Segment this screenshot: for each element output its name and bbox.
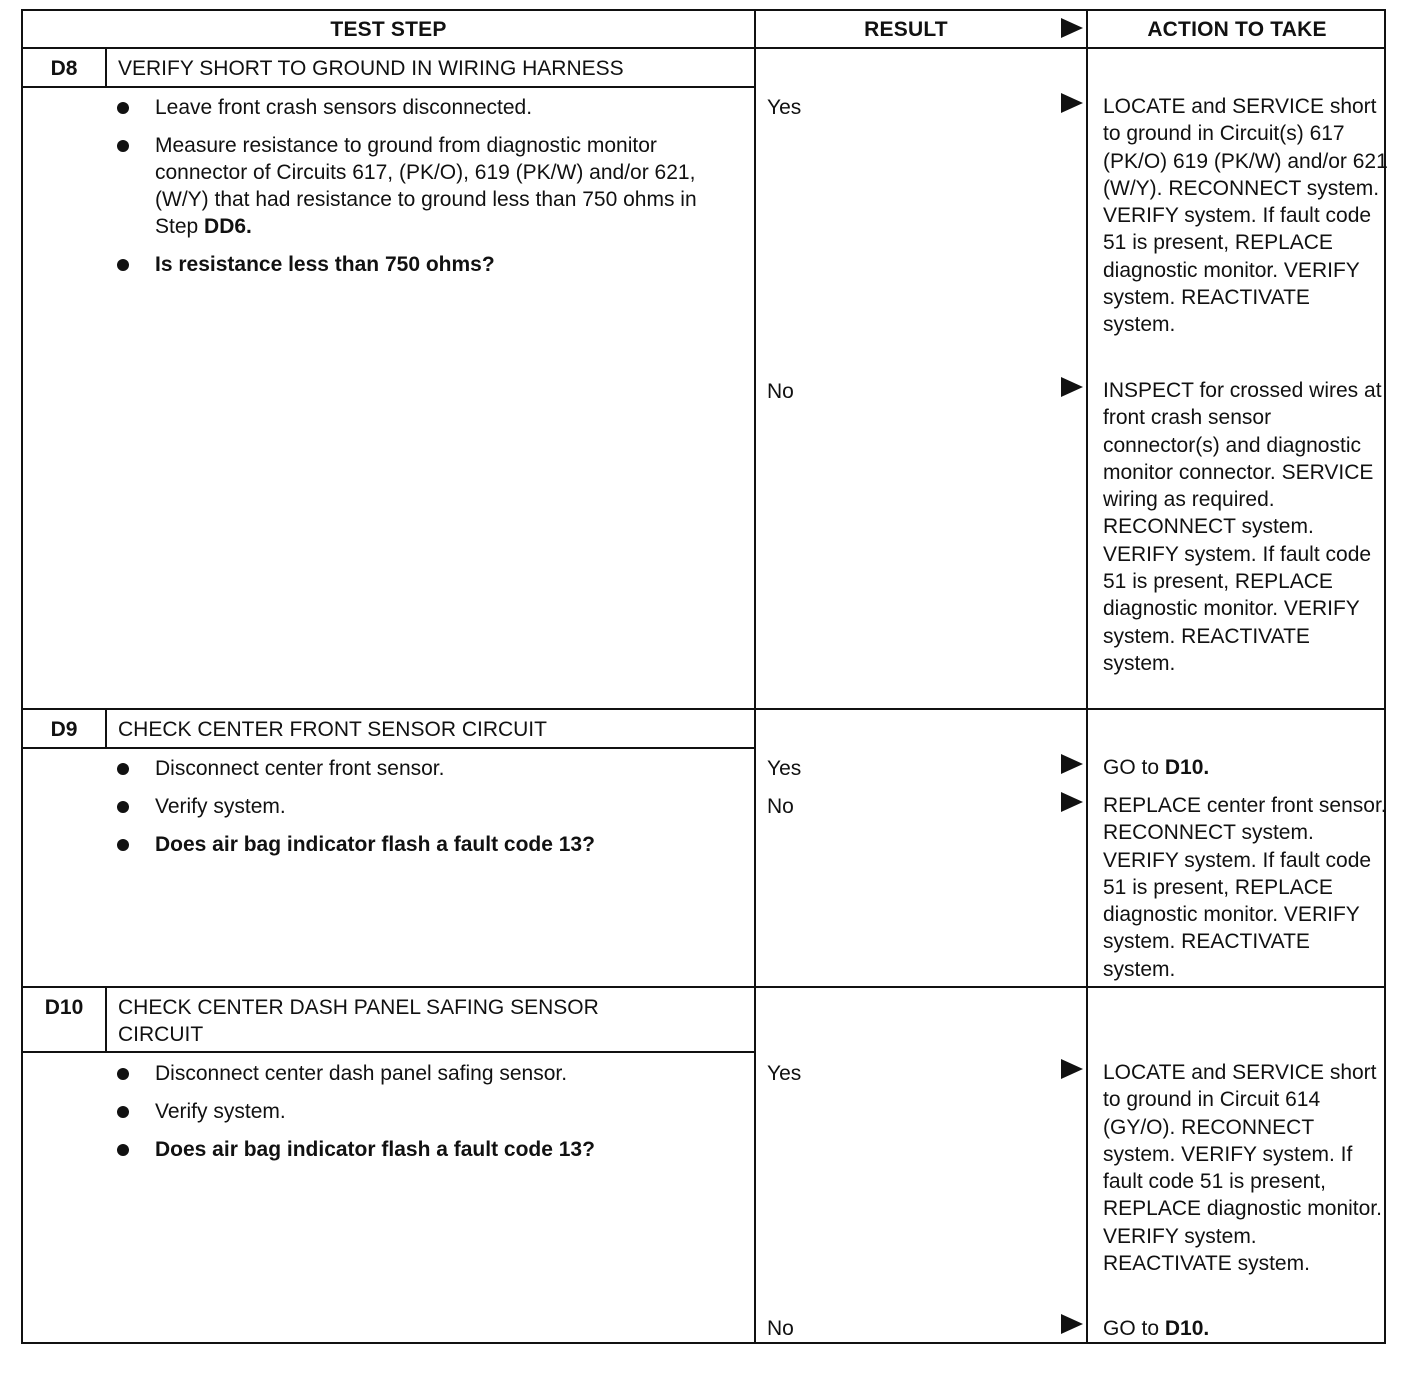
list-item — [113, 94, 713, 121]
divider-action — [1086, 11, 1088, 1344]
action-text: LOCATE and SERVICE short to ground in Circuit(s) 617 (PK/O) 619 (PK/W) and/or 621 (W/Y). RECONNECT system. VERIFY system. If fault code 51 is present, REPLACE diagnostic monitor. VERIFY system. REACTIVATE system. — [1103, 95, 1388, 337]
bullet-icon — [117, 102, 129, 114]
list-item — [113, 1060, 713, 1087]
step-id-divider — [105, 47, 107, 88]
arrow-icon — [1061, 93, 1083, 113]
step-bullets-d8 — [113, 94, 713, 289]
header-result: RESULT — [864, 18, 948, 41]
step-title-rule — [23, 747, 754, 749]
arrow-icon — [1061, 1059, 1083, 1079]
step-rule — [23, 986, 1386, 988]
bullet-icon — [117, 1144, 129, 1156]
result-no: No — [767, 795, 794, 818]
action-text: LOCATE and SERVICE short to ground in Circuit 614 (GY/O). RECONNECT system. VERIFY system. If fault code 51 is present, REPLACE diagnostic monitor. VERIFY system. REACTIVATE system. — [1103, 1061, 1382, 1276]
list-item — [113, 132, 713, 240]
bullet-text: Leave front crash sensors disconnected. — [155, 96, 533, 119]
arrow-icon — [1061, 1314, 1083, 1334]
header-test-step: TEST STEP — [330, 18, 447, 41]
step-reference: D10. — [1164, 756, 1210, 779]
bullet-question: Is resistance less than 750 ohms? — [155, 253, 495, 276]
step-title-d10: CHECK CENTER DASH PANEL SAFING SENSOR CIRCUIT — [118, 996, 599, 1046]
list-item — [113, 755, 713, 782]
bullet-text: Verify system. — [155, 795, 286, 818]
list-item — [113, 1136, 713, 1163]
step-id-divider — [105, 986, 107, 1053]
result-yes: Yes — [767, 1062, 802, 1085]
list-item — [113, 793, 713, 820]
bullet-icon — [117, 1068, 129, 1080]
action-text: INSPECT for crossed wires at front crash sensor connector(s) and diagnostic monitor connector. SERVICE wiring as required. RECONNECT system. VERIFY system. If fault code 51 is present, REPLACE diagnostic monitor. VERIFY system. REACTIVATE system. — [1103, 379, 1382, 675]
bullet-text: Verify system. — [155, 1100, 286, 1123]
bullet-icon — [117, 1106, 129, 1118]
step-id-d8: D8 — [50, 57, 78, 80]
result-yes: Yes — [767, 757, 802, 780]
header-rule — [23, 47, 1386, 49]
diagnostic-table — [21, 9, 1386, 1344]
bullet-icon — [117, 763, 129, 775]
step-title-rule — [23, 1051, 754, 1053]
bullet-icon — [117, 140, 129, 152]
action-text: GO to D10. — [1103, 1317, 1210, 1340]
header-arrow-icon — [1061, 18, 1083, 38]
arrow-icon — [1061, 377, 1083, 397]
arrow-icon — [1061, 754, 1083, 774]
bullet-text: Disconnect center front sensor. — [155, 757, 445, 780]
list-item — [113, 251, 713, 278]
step-title-rule — [23, 86, 754, 88]
bullet-icon — [117, 801, 129, 813]
divider-result — [754, 11, 756, 1344]
action-text: GO to D10. — [1103, 756, 1210, 779]
bullet-icon — [117, 259, 129, 271]
step-reference: DD6. — [204, 215, 252, 238]
action-text: REPLACE center front sensor. RECONNECT system. VERIFY system. If fault code 51 is present, REPLACE diagnostic monitor. VERIFY system. REACTIVATE system. — [1103, 794, 1387, 981]
step-rule — [23, 708, 1386, 710]
bullet-text: Measure resistance to ground from diagnostic monitor connector of Circuits 617, (PK/O), 619 (PK/W) and/or 621, (W/Y) that had resistance to ground less than 750 ohms in Step — [155, 134, 697, 238]
step-bullets-d9 — [113, 755, 713, 869]
result-no: No — [767, 1317, 794, 1340]
list-item — [113, 831, 713, 858]
list-item — [113, 1098, 713, 1125]
step-reference: D10. — [1164, 1317, 1210, 1340]
bullet-question: Does air bag indicator flash a fault code 13? — [155, 833, 595, 856]
step-id-d9: D9 — [50, 718, 78, 741]
arrow-icon — [1061, 792, 1083, 812]
step-id-d10: D10 — [44, 996, 84, 1019]
step-title-d8: VERIFY SHORT TO GROUND IN WIRING HARNESS — [118, 57, 624, 80]
bullet-text: Disconnect center dash panel safing sensor. — [155, 1062, 568, 1085]
step-title-d9: CHECK CENTER FRONT SENSOR CIRCUIT — [118, 718, 547, 741]
step-id-divider — [105, 708, 107, 749]
result-yes: Yes — [767, 96, 802, 119]
header-action: ACTION TO TAKE — [1147, 18, 1327, 41]
result-no: No — [767, 380, 794, 403]
step-bullets-d10 — [113, 1060, 713, 1174]
bullet-icon — [117, 839, 129, 851]
bullet-question: Does air bag indicator flash a fault code 13? — [155, 1138, 595, 1161]
